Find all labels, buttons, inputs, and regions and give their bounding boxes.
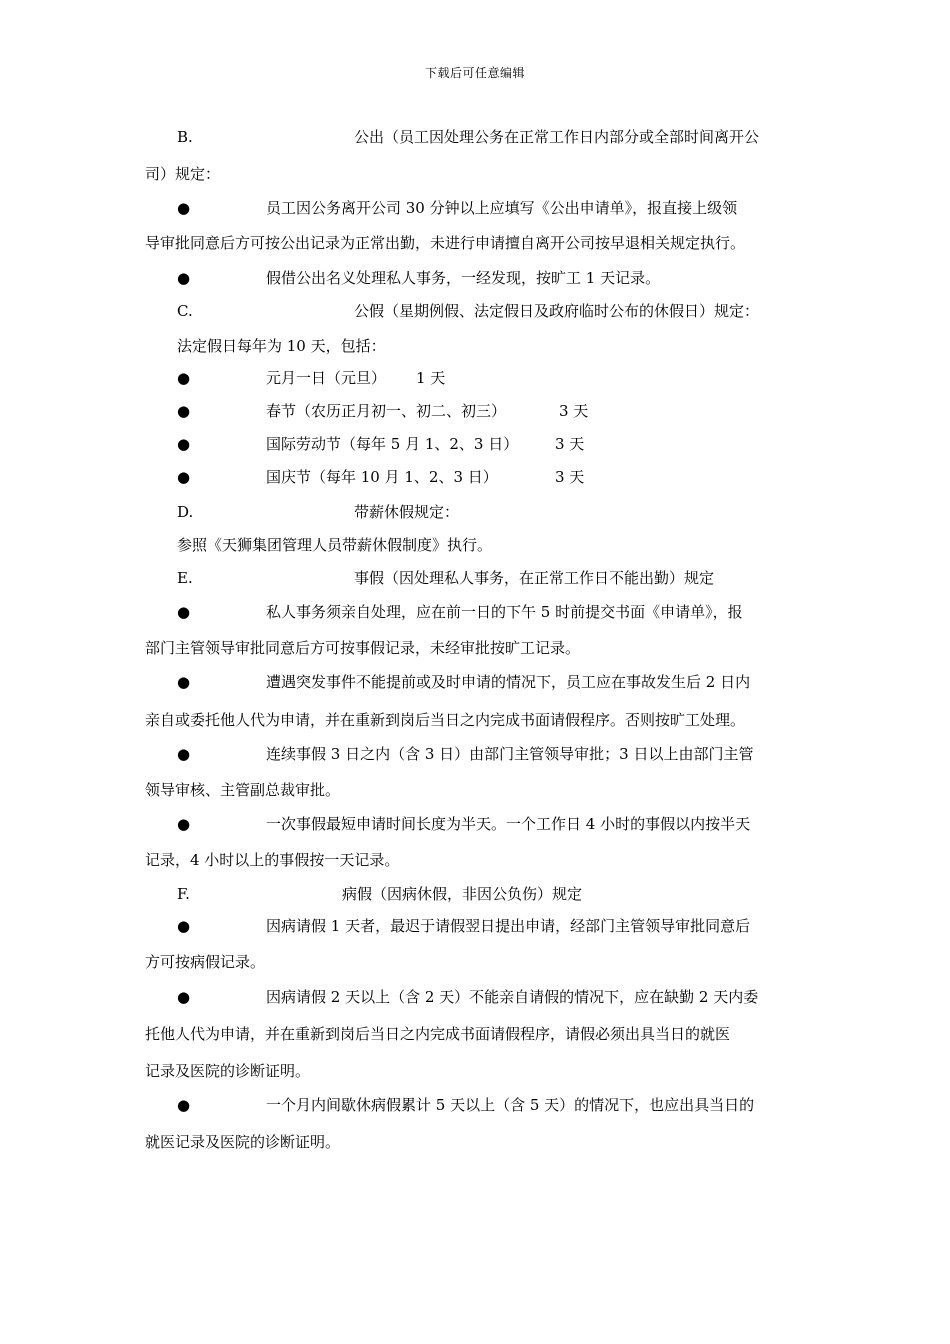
section-title: 公出（员工因处理公务在正常工作日内部分或全部时间离开公: [354, 128, 760, 146]
section-title-cont: 司）规定：: [145, 165, 221, 183]
section-c-heading: [145, 299, 805, 323]
section-title: 事假（因处理私人事务，在正常工作日不能出勤）规定: [354, 569, 715, 587]
item-text-cont: 方可按病假记录。: [145, 953, 266, 971]
holiday-name: 国际劳动节（每年 5 月 1、2、3 日）: [266, 435, 519, 453]
header-note: 下载后可任意编辑: [424, 66, 525, 80]
holiday-name: 国庆节（每年 10 月 1、2、3 日）: [266, 468, 498, 486]
item-text: 因病请假 1 天者，最迟于请假翌日提出申请，经部门主管领导审批同意后: [266, 917, 751, 935]
list-item: [145, 742, 805, 766]
item-text-cont: 记录，4 小时以上的事假按一天记录。: [145, 851, 400, 869]
bullet-icon: ●: [177, 815, 191, 833]
section-title: 带薪休假规定：: [354, 503, 460, 521]
section-letter: D.: [177, 503, 194, 521]
item-text: 假借公出名义处理私人事务，一经发现，按旷工 1 天记录。: [266, 269, 661, 287]
bullet-icon: ●: [177, 673, 191, 691]
holiday-item: [145, 366, 805, 390]
section-d-heading: [145, 500, 805, 524]
item-text: 遭遇突发事件不能提前或及时申请的情况下，员工应在事故发生后 2 日内: [266, 673, 751, 691]
item-text-cont: 领导审核、主管副总裁审批。: [145, 781, 341, 799]
item-text-cont: 部门主管领导审批同意后方可按事假记录，未经审批按旷工记录。: [145, 639, 581, 657]
holiday-days: 3 天: [555, 435, 585, 453]
holiday-item: [145, 465, 805, 489]
item-text: 因病请假 2 天以上（含 2 天）不能亲自请假的情况下，应在缺勤 2 天内委: [266, 988, 759, 1006]
list-item: [145, 670, 805, 694]
holiday-name: 春节（农历正月初一、初二、初三）: [266, 402, 507, 420]
item-text-cont: 记录及医院的诊断证明。: [145, 1062, 311, 1080]
section-letter: B.: [177, 128, 193, 146]
holiday-name: 元月一日（元旦）: [266, 369, 387, 387]
item-text: 一个月内间歇休病假累计 5 天以上（含 5 天）的情况下，也应出具当日的: [266, 1096, 755, 1114]
item-text-cont: 亲自或委托他人代为申请，并在重新到岗后当日之内完成书面请假程序。否则按旷工处理。: [145, 711, 746, 729]
item-text-cont: 托他人代为申请，并在重新到岗后当日之内完成书面请假程序，请假必须出具当日的就医: [145, 1025, 731, 1043]
item-text: 连续事假 3 日之内（含 3 日）由部门主管领导审批；3 日以上由部门主管: [266, 745, 754, 763]
bullet-icon: ●: [177, 369, 191, 387]
section-letter: F.: [177, 885, 190, 903]
section-f-heading: [145, 882, 805, 906]
list-item: [145, 1093, 805, 1117]
section-e-heading: [145, 566, 805, 590]
section-intro: 法定假日每年为 10 天，包括：: [177, 337, 386, 355]
item-text: 一次事假最短申请时间长度为半天。一个工作日 4 小时的事假以内按半天: [266, 815, 751, 833]
holiday-days: 1 天: [416, 369, 446, 387]
holiday-item: [145, 399, 805, 423]
section-text: 参照《天狮集团管理人员带薪休假制度》执行。: [177, 536, 493, 554]
section-title: 公假（星期例假、法定假日及政府临时公布的休假日）规定：: [354, 302, 760, 320]
list-item: [145, 266, 805, 290]
bullet-icon: ●: [177, 745, 191, 763]
item-text-cont: 导审批同意后方可按公出记录为正常出勤，未进行申请擅自离开公司按早退相关规定执行。: [145, 234, 746, 252]
section-title: 病假（因病休假，非因公负伤）规定: [342, 885, 583, 903]
list-item: [145, 812, 805, 836]
bullet-icon: ●: [177, 468, 191, 486]
list-item: [145, 600, 805, 624]
bullet-icon: ●: [177, 269, 191, 287]
holiday-days: 3 天: [559, 402, 589, 420]
list-item: [145, 985, 805, 1009]
item-text: 私人事务须亲自处理，应在前一日的下午 5 时前提交书面《申请单》，报: [266, 603, 743, 621]
list-item: [145, 196, 805, 220]
item-text: 员工因公务离开公司 30 分钟以上应填写《公出申请单》，报直接上级领: [266, 199, 738, 217]
bullet-icon: ●: [177, 402, 191, 420]
bullet-icon: ●: [177, 603, 191, 621]
list-item: [145, 914, 805, 938]
bullet-icon: ●: [177, 1096, 191, 1114]
bullet-icon: ●: [177, 435, 191, 453]
item-text-cont: 就医记录及医院的诊断证明。: [145, 1133, 341, 1151]
bullet-icon: ●: [177, 988, 191, 1006]
bullet-icon: ●: [177, 917, 191, 935]
holiday-item: [145, 432, 805, 456]
bullet-icon: ●: [177, 199, 191, 217]
section-letter: C.: [177, 302, 193, 320]
section-b-heading: [145, 125, 805, 149]
holiday-days: 3 天: [555, 468, 585, 486]
section-letter: E.: [177, 569, 193, 587]
